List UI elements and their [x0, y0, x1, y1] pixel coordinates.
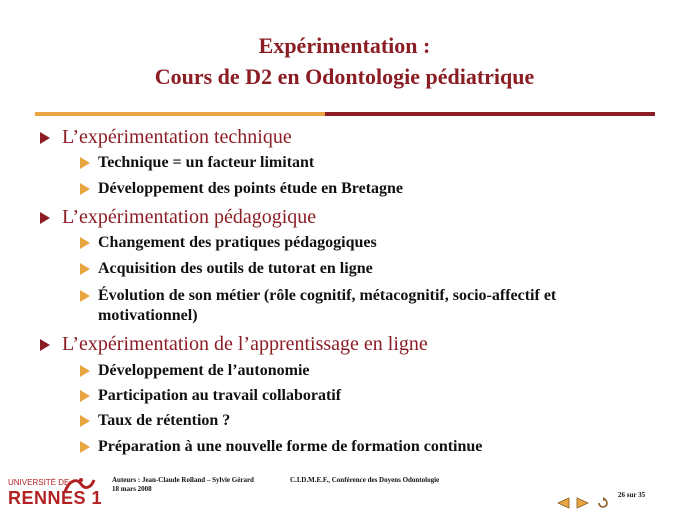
triangle-bullet-icon — [80, 237, 90, 249]
list-item — [80, 361, 640, 381]
arrow-right-icon[interactable] — [576, 496, 590, 514]
list-item — [80, 411, 640, 431]
triangle-bullet-icon — [40, 132, 50, 144]
list-item-text: Développement des points étude en Bretagne — [98, 180, 404, 197]
list-item-text: Évolution de son métier (rôle cognitif, métacognitif, socio-affectif et motivationnel) — [98, 287, 557, 324]
footer-authors — [112, 476, 254, 494]
section-heading — [40, 126, 292, 149]
list-item-text: Technique = un facteur limitant — [98, 154, 315, 171]
section-heading-text: L’expérimentation technique — [62, 126, 292, 148]
list-item-text: Participation au travail collaboratif — [98, 387, 342, 404]
section-heading-text: L’expérimentation pédagogique — [62, 206, 317, 228]
triangle-bullet-icon — [80, 263, 90, 275]
list-item — [80, 259, 640, 279]
list-item — [80, 386, 640, 406]
logo-text-main: RENNES 1 — [8, 488, 103, 508]
title-rule-orange — [35, 112, 325, 116]
arrow-left-icon[interactable] — [556, 496, 570, 514]
triangle-bullet-icon — [40, 212, 50, 224]
triangle-bullet-icon — [80, 157, 90, 169]
page-number: 26 sur 35 — [618, 491, 646, 499]
triangle-bullet-icon — [80, 415, 90, 427]
list-item-text: Changement des pratiques pédagogiques — [98, 234, 377, 251]
list-item-text: Taux de rétention ? — [98, 412, 231, 429]
triangle-bullet-icon — [80, 441, 90, 453]
triangle-bullet-icon — [80, 390, 90, 402]
triangle-bullet-icon — [80, 365, 90, 377]
list-item — [80, 437, 640, 457]
title-line-1: Expérimentation : — [258, 33, 431, 58]
section-heading-text: L’expérimentation de l’apprentissage en ligne — [62, 333, 428, 355]
university-logo — [8, 474, 108, 512]
list-item — [80, 153, 640, 173]
slide-title — [0, 30, 689, 92]
section-heading — [40, 206, 316, 229]
list-item-text: Préparation à une nouvelle forme de formation continue — [98, 438, 483, 455]
ermine-icon — [63, 474, 97, 496]
title-line-2: Cours de D2 en Odontologie pédiatrique — [154, 64, 535, 89]
triangle-bullet-icon — [80, 290, 90, 302]
list-item-text: Développement de l’autonomie — [98, 362, 310, 379]
list-item — [80, 233, 640, 253]
triangle-bullet-icon — [80, 183, 90, 195]
triangle-bullet-icon — [40, 339, 50, 351]
footer-authors-text: Auteurs : Jean-Claude Rolland – Sylvie Gérard — [112, 476, 254, 484]
return-icon[interactable] — [596, 496, 610, 514]
list-item-text: Acquisition des outils de tutorat en ligne — [98, 260, 373, 277]
footer-conference: C.I.D.M.E.F., Conférence des Doyens Odontologie — [290, 476, 440, 484]
list-item — [80, 179, 640, 199]
list-item — [80, 286, 640, 326]
slide-navigation — [556, 496, 610, 514]
section-heading — [40, 333, 428, 356]
logo-text-top: UNIVERSITÉ DE — [8, 478, 70, 487]
title-rule-red — [325, 112, 655, 116]
footer-date: 18 mars 2008 — [112, 485, 152, 493]
